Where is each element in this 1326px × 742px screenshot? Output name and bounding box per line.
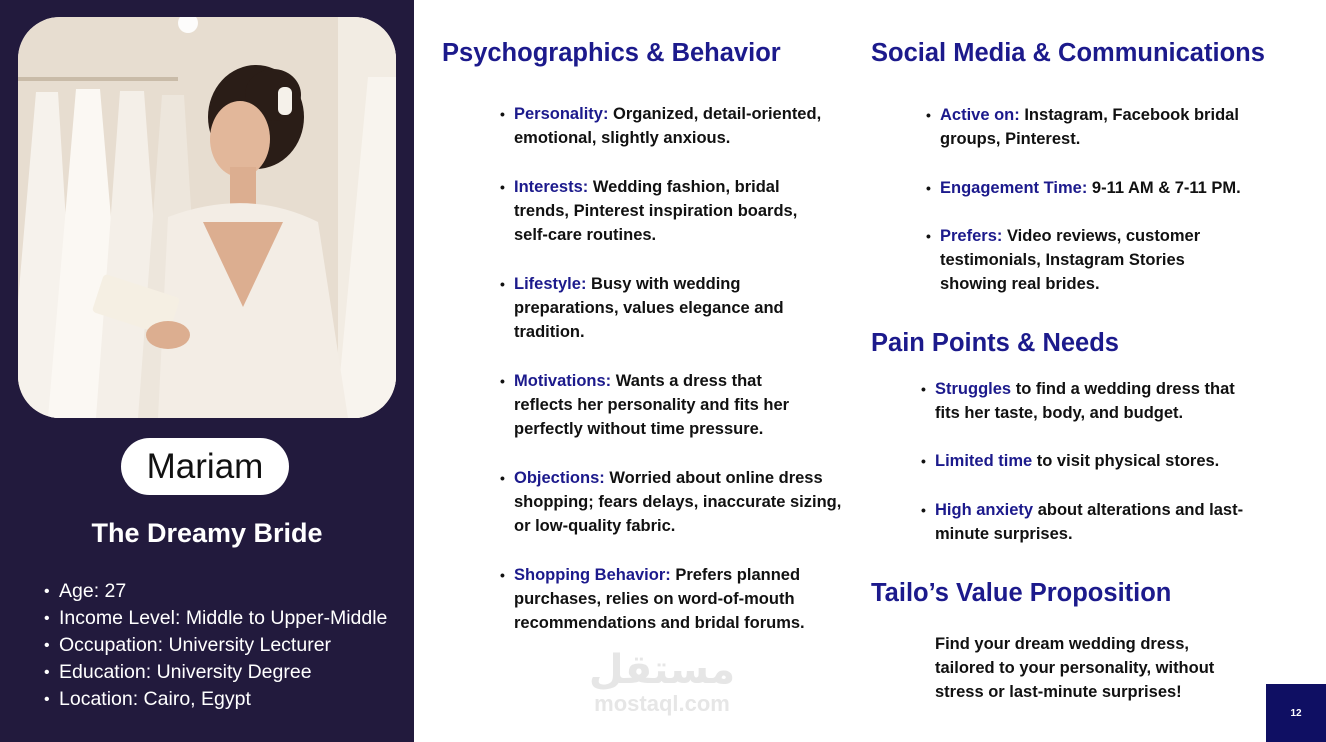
psychographics-heading: Psychographics & Behavior [442, 39, 781, 67]
persona-subtitle: The Dreamy Bride [91, 518, 323, 548]
pain-point-item [935, 377, 1255, 425]
item-key: High anxiety [935, 501, 1034, 519]
item-key: Interests: [514, 178, 589, 196]
item-key: Shopping Behavior: [514, 566, 671, 584]
psychographics-item [514, 272, 814, 344]
demographic-income: • Income Level: Middle to Upper-Middle [44, 605, 387, 632]
watermark-arabic: مستقل [588, 647, 736, 693]
pain-point-item [935, 449, 1265, 473]
persona-photo [18, 17, 396, 418]
item-text: to visit physical stores. [1032, 452, 1220, 470]
item-text: about alterations and last-minute surprises. [935, 501, 1244, 543]
item-key: Struggles [935, 380, 1012, 398]
value-prop-heading: Tailo’s Value Proposition [871, 579, 1172, 607]
item-key: Limited time [935, 452, 1033, 470]
pain-points-heading: Pain Points & Needs [871, 329, 1119, 357]
item-key: Prefers: [940, 227, 1003, 245]
social-heading: Social Media & Communications [871, 39, 1265, 67]
demographics-list [44, 578, 387, 713]
psychographics-item [514, 102, 849, 150]
item-key: Motivations: [514, 372, 612, 390]
item-text: Prefers planned purchases, relies on word-of-mouth recommendations and bridal forums. [514, 566, 805, 632]
page-number: 12 [1266, 684, 1326, 742]
item-key: Engagement Time: [940, 179, 1088, 197]
item-text: 9-11 AM & 7-11 PM. [1087, 179, 1241, 197]
value-prop-text: Find your dream wedding dress, tailored to your personality, without stress or last-minute surprises! [935, 635, 1215, 701]
watermark-latin: mostaql.com [594, 691, 730, 716]
item-key: Personality: [514, 105, 609, 123]
watermark [581, 648, 743, 716]
pain-point-item [935, 498, 1245, 546]
item-text: Organized, detail-oriented, emotional, slightly anxious. [514, 105, 822, 147]
item-text: Busy with wedding preparations, values elegance and tradition. [514, 275, 784, 341]
social-item [940, 176, 1280, 200]
bride-illustration [18, 17, 396, 418]
item-key: Lifestyle: [514, 275, 587, 293]
demographic-location: • Location: Cairo, Egypt [44, 686, 387, 713]
demographic-age: • Age: 27 [44, 578, 387, 605]
item-text: to find a wedding dress that fits her taste, body, and budget. [935, 380, 1235, 422]
item-key: Objections: [514, 469, 605, 487]
psychographics-item [514, 466, 849, 538]
psychographics-item [514, 563, 839, 635]
item-text: Instagram, Facebook bridal groups, Pinterest. [940, 106, 1239, 148]
demographic-education: • Education: University Degree [44, 659, 387, 686]
psychographics-item [514, 175, 834, 247]
persona-name: Mariam [121, 438, 289, 495]
social-item [940, 103, 1270, 151]
item-text: Wants a dress that reflects her personality and fits her perfectly without time pressure. [514, 372, 790, 438]
item-text: Worried about online dress shopping; fears delays, inaccurate sizing, or low-quality fabric. [514, 469, 842, 535]
persona-panel [0, 0, 414, 742]
demographic-occupation: • Occupation: University Lecturer [44, 632, 387, 659]
psychographics-item [514, 369, 824, 441]
item-key: Active on: [940, 106, 1020, 124]
social-item [940, 224, 1240, 296]
item-text: Wedding fashion, bridal trends, Pinterest inspiration boards, self-care routines. [514, 178, 798, 244]
item-text: Video reviews, customer testimonials, Instagram Stories showing real brides. [940, 227, 1201, 293]
